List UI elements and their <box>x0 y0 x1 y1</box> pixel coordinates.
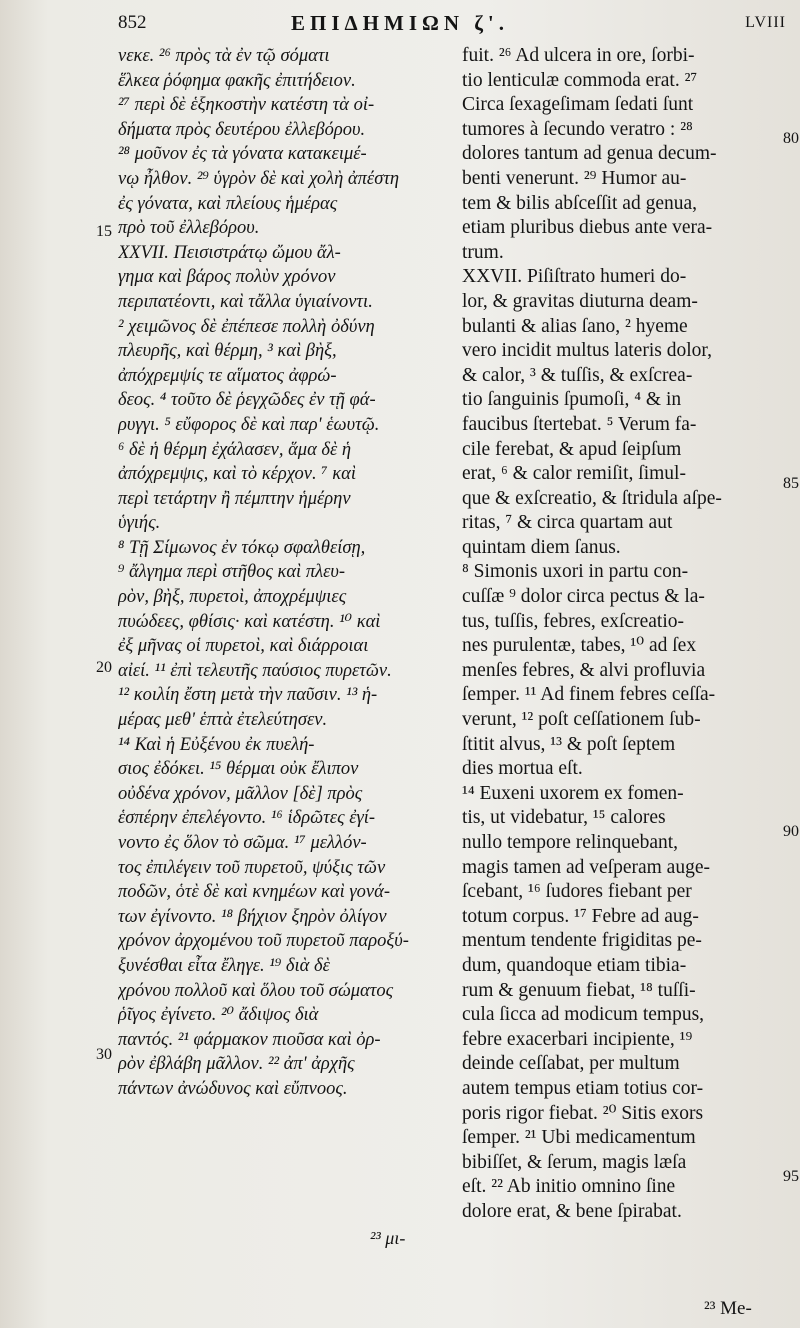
latin-text-line: tumores à ſecundo veratro : ²⁸ <box>462 118 693 140</box>
latin-text-line: dolores tantum ad genua decum- <box>462 143 717 165</box>
greek-text-line: ¹⁴ Καὶ ἡ Εὐξένου ἐκ πυελή- <box>118 734 315 755</box>
greek-text-line: ρὸν ἐβλάβη μᾶλλον. ²² ἀπ' ἀρχῆς <box>118 1054 355 1075</box>
latin-text-line: & calor, ³ & tuſſis, & exſcrea- <box>462 364 693 386</box>
latin-text-line: verunt, ¹² poſt ceſſationem ſub- <box>462 709 701 731</box>
latin-text-line: bibiſſet, & ſerum, magis læſa <box>462 1151 687 1173</box>
greek-text-line: παντός. ²¹ φάρμακον πιοῦσα καὶ ὀρ- <box>118 1029 381 1050</box>
greek-text-line: ² χειμῶνος δὲ ἐπέπεσε πολλὴ ὀδύνη <box>118 316 375 337</box>
greek-text-line: δεος. ⁴ τοῦτο δὲ ῥεγχῶδες ἐν τῇ φά- <box>118 390 376 411</box>
latin-text-line: fuit. ²⁶ Ad ulcera in ore, ſorbi- <box>462 45 695 66</box>
greek-text-line: ἐξ μῆνας οἱ πυρετοὶ, καὶ διάρροιαι <box>118 636 369 657</box>
greek-text-line: νῳ ἦλθον. ²⁹ ὑγρὸν δὲ καὶ χολὴ ἀπέστη <box>118 168 400 189</box>
latin-text-line: benti venerunt. ²⁹ Humor au- <box>462 167 687 189</box>
greek-text-line: ἀπόχρεμψις, καὶ τὸ κέρχον. ⁷ καὶ <box>118 464 356 485</box>
latin-text-line: febre exacerbari incipiente, ¹⁹ <box>462 1028 693 1050</box>
latin-text-line: quintam diem ſanus. <box>462 536 621 558</box>
greek-text-line: ⁸ Τῇ Σίμωνος ἐν τόκῳ σφαλθείσῃ, <box>118 537 366 558</box>
latin-text-line: mentum tendente frigiditas pe- <box>462 930 702 952</box>
greek-text-line: χρόνου πολλοῦ καὶ ὅλου τοῦ σώματος <box>118 980 394 1001</box>
latin-text-line: totum corpus. ¹⁷ Febre ad aug- <box>462 905 699 927</box>
latin-text-line: XXVII. Piſiſtrato humeri do- <box>462 266 687 288</box>
page-number: 852 <box>118 12 147 33</box>
line-number-right: 90 <box>783 823 799 840</box>
greek-text-line: των ἐγίνοντο. ¹⁸ βήχιον ξηρὸν ὀλίγον <box>118 906 387 927</box>
greek-text-line: περιπατέοντι, καὶ τἄλλα ὑγιαίνοντι. <box>118 291 373 312</box>
latin-text-line: dies mortua eſt. <box>462 758 583 780</box>
latin-text-line: cuſſæ ⁹ dolor circa pectus & la- <box>462 586 705 608</box>
greek-text-line: πάντων ἀνώδυνος καὶ εὔπνοος. <box>118 1078 348 1099</box>
running-title: ΕΠΙΔΗΜΙΩΝ ζ'. <box>291 11 509 35</box>
greek-text-line: ἑσπέρην ἐπελέγοντο. ¹⁶ ἱδρῶτες ἐγί- <box>118 808 376 829</box>
latin-text-line: nes purulentæ, tabes, ¹⁰ ad ſex <box>462 635 697 657</box>
latin-text-line: vero incidit multus lateris dolor, <box>462 340 712 362</box>
latin-text-line: magis tamen ad veſperam auge- <box>462 856 710 878</box>
greek-text-line: νεκε. ²⁶ πρὸς τὰ ἐν τῷ σόματι <box>118 46 330 66</box>
latin-text-line: dum, quandoque etiam tibia- <box>462 954 687 976</box>
line-number-right: 95 <box>783 1168 799 1185</box>
latin-text-line: cula ſicca ad modicum tempus, <box>462 1004 705 1026</box>
latin-text-line: lor, & gravitas diuturna deam- <box>462 290 698 312</box>
latin-text-line: ritas, ⁷ & circa quartam aut <box>462 512 673 534</box>
greek-text-line: ⁹ ἄλγημα περὶ στῆθος καὶ πλευ- <box>118 562 346 583</box>
latin-text-line: rum & genuum fiebat, ¹⁸ tuſſi- <box>462 979 696 1001</box>
greek-text-line: ὑγιής. <box>118 513 161 534</box>
greek-text-line: ἀπόχρεμψίς τε αἵματος ἀφρώ- <box>118 365 337 386</box>
latin-text-line: tio lenticulæ commoda erat. ²⁷ <box>462 69 698 91</box>
greek-text-line: ἕλκεα ῥόφημα φακῆς ἐπιτήδειον. <box>118 70 356 91</box>
latin-text-line: nullo tempore relinquebant, <box>462 832 679 853</box>
greek-text-line: τος ἐπιλέγειν τοῦ πυρετοῦ, ψύξις τῶν <box>118 857 386 878</box>
latin-text-line: faucibus ſtertebat. ⁵ Verum fa- <box>462 413 697 435</box>
greek-text-line: σιος ἐδόκει. ¹⁵ θέρμαι οὐκ ἔλιπον <box>118 759 359 780</box>
line-number-right: 80 <box>783 130 799 147</box>
latin-text-line: ſtitit alvus, ¹³ & poſt ſeptem <box>462 733 676 755</box>
greek-text-line: ²⁸ μοῦνον ἐς τὰ γόνατα κατακειμέ- <box>118 144 367 165</box>
latin-text-line: que & exſcreatio, & ſtridula aſpe- <box>462 487 722 509</box>
greek-text-line: δήματα πρὸς δευτέρου ἐλλεβόρου. <box>118 119 366 140</box>
greek-text-line: γημα καὶ βάρος πολὺν χρόνον <box>118 267 336 288</box>
greek-text-line: ξυνέσθαι εἶτα ἔληγε. ¹⁹ διὰ δὲ <box>118 955 330 976</box>
greek-text-line: αἰεί. ¹¹ ἐπὶ τελευτῆς παύσιος πυρετῶν. <box>118 660 392 681</box>
latin-text-line: Circa ſexageſimam ſedati ſunt <box>462 94 694 116</box>
greek-text-line: ⁶ δὲ ἡ θέρμη ἐχάλασεν, ἅμα δὲ ἡ <box>118 439 352 460</box>
greek-text-line: ¹² κοιλίη ἔστη μετὰ τὴν παῦσιν. ¹³ ἡ- <box>118 685 378 706</box>
latin-text-line: tio ſanguinis ſpumoſi, ⁴ & in <box>462 389 682 411</box>
latin-text-line: menſes febres, & alvi profluvia <box>462 659 706 681</box>
line-number-left: 15 <box>96 223 112 240</box>
latin-text-line: cile ferebat, & apud ſeipſum <box>462 438 682 460</box>
greek-text-line: πυώδεες, φθίσις· καὶ κατέστη. ¹⁰ καὶ <box>118 611 381 632</box>
line-number-left: 30 <box>96 1046 112 1063</box>
latin-text-line: ⁸ Simonis uxori in partu con- <box>462 561 689 583</box>
greek-text-line: ἐς γόνατα, καὶ πλείους ἡμέρας <box>118 193 338 214</box>
latin-text-line: tus, tuſſis, febres, exſcreatio- <box>462 610 685 632</box>
latin-text-line: etiam pluribus diebus ante vera- <box>462 217 713 239</box>
latin-text-line: deinde ceſſabat, per multum <box>462 1053 680 1075</box>
latin-text-line: tem & bilis abſceſſit ad genua, <box>462 192 698 214</box>
greek-text-line: οὐδένα χρόνον, μᾶλλον [δὲ] πρὸς <box>118 783 363 804</box>
latin-text-line: ſcebant, ¹⁶ ſudores fiebant per <box>462 881 692 903</box>
greek-text-line: χρόνον ἀρχομένου τοῦ πυρετοῦ παροξύ- <box>118 931 409 952</box>
greek-text-line: πρὸ τοῦ ἐλλεβόρου. <box>118 218 260 239</box>
latin-text-line: erat, ⁶ & calor remiſit, ſimul- <box>462 463 686 485</box>
latin-text-line: ¹⁴ Euxeni uxorem ex fomen- <box>462 782 684 804</box>
line-number-right: 85 <box>783 475 799 492</box>
latin-text-line: ſemper. ¹¹ Ad finem febres ceſſa- <box>462 684 716 706</box>
latin-text-line: bulanti & alias ſano, ² hyeme <box>462 315 688 337</box>
latin-text-line: dolore erat, & bene ſpirabat. <box>462 1200 682 1222</box>
greek-text-line: ²⁷ περὶ δὲ ἑξηκοστὴν κατέστη τὰ οἰ- <box>118 95 375 116</box>
line-number-left: 20 <box>96 659 112 676</box>
greek-text-line: XXVII. Πεισιστράτῳ ὤμου ἄλ- <box>118 242 341 263</box>
latin-text-line: ſemper. ²¹ Ubi medicamentum <box>462 1127 696 1149</box>
latin-text-line: poris rigor fiebat. ²⁰ Sitis exors <box>462 1102 704 1124</box>
greek-text-line: μέρας μεθ' ἑπτὰ ἐτελεύτησεν. <box>118 710 328 731</box>
greek-text-line: ῥῖγος ἐγίνετο. ²⁰ ἄδιψος διὰ <box>118 1005 319 1026</box>
greek-text-line: νοντο ἐς ὅλον τὸ σῶμα. ¹⁷ μελλόν- <box>118 833 367 853</box>
chapter-number: LVIII <box>745 14 786 31</box>
latin-text-line: tis, ut videbatur, ¹⁵ calores <box>462 807 666 829</box>
latin-text-line: trum. <box>462 241 504 263</box>
latin-text-line: autem tempus etiam totius cor- <box>462 1077 704 1099</box>
latin-text-line: eſt. ²² Ab initio omnino ſine <box>462 1176 676 1198</box>
catchword-latin: ²³ Me- <box>704 1298 752 1319</box>
greek-text-line: περὶ τετάρτην ἢ πέμπτην ἡμέρην <box>118 488 351 509</box>
greek-text-line: ρυγγι. ⁵ εὔφορος δὲ καὶ παρ' ἑωυτῷ. <box>118 414 380 435</box>
latin-text-column <box>462 44 784 1225</box>
catchword-greek: ²³ μι- <box>370 1228 406 1248</box>
greek-text-line: ποδῶν, ὁτὲ δὲ καὶ κνημέων καὶ γονά- <box>118 882 391 903</box>
greek-text-column <box>118 44 426 1102</box>
greek-text-line: πλευρῆς, καὶ θέρμη, ³ καὶ βὴξ, <box>118 341 337 362</box>
greek-text-line: ρὸν, βὴξ, πυρετοὶ, ἀποχρέμψιες <box>118 587 347 608</box>
